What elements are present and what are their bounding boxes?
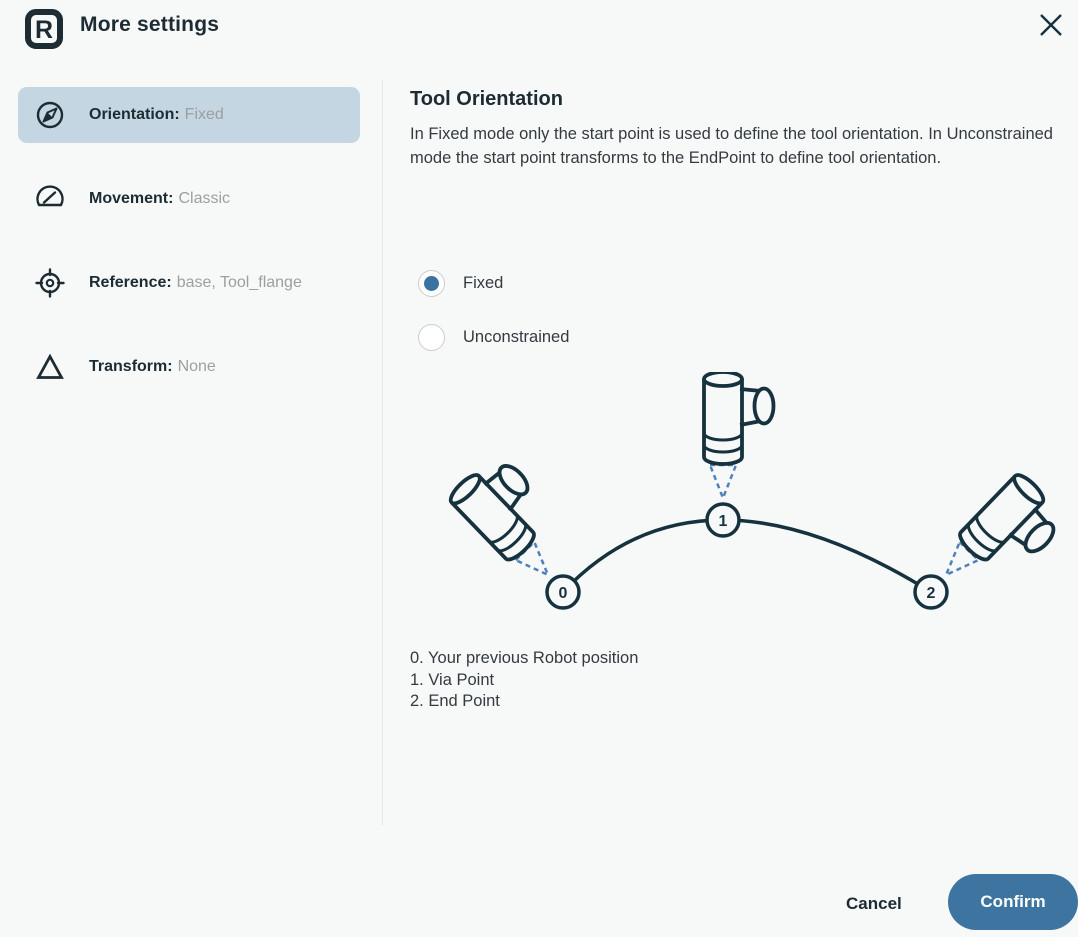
sidebar-item-value: Classic <box>178 190 231 207</box>
sidebar-item-label: Transform: <box>89 358 173 375</box>
motion-arc <box>563 520 931 592</box>
svg-text:2: 2 <box>926 585 936 602</box>
sidebar-item-value: None <box>177 358 216 375</box>
radio-fixed[interactable] <box>418 268 569 298</box>
close-icon <box>1036 28 1066 43</box>
sidebar-item-label: Orientation: <box>89 106 180 123</box>
sidebar-item-transform[interactable] <box>18 339 360 395</box>
waypoint-2 <box>915 576 947 608</box>
delta-icon <box>35 352 65 382</box>
sidebar-item-value: base, Tool_flange <box>176 274 302 291</box>
sidebar-item-label: Movement: <box>89 190 174 207</box>
sidebar-item-movement[interactable] <box>18 171 360 227</box>
content-description: In Fixed mode only the start point is used to define the tool orientation. In Unconstrained mode the start point transforms to the EndPoint to define tool orientation. <box>410 125 1053 167</box>
sidebar-item-reference[interactable] <box>18 255 360 311</box>
svg-text:0: 0 <box>558 585 568 602</box>
compass-icon <box>35 100 65 130</box>
gauge-icon <box>35 184 65 214</box>
radio-unconstrained[interactable] <box>418 322 569 352</box>
sidebar-item-orientation[interactable] <box>18 87 360 143</box>
radio-label: Fixed <box>463 273 504 292</box>
sidebar-item-value: Fixed <box>184 106 224 123</box>
tool-icon-start <box>447 449 585 588</box>
target-icon <box>35 268 65 298</box>
legend-line-1: 1. Via Point <box>410 670 495 689</box>
content-title: Tool Orientation <box>410 88 563 110</box>
radio-circle <box>418 270 445 297</box>
sidebar-item-label: Reference: <box>89 274 172 291</box>
sidebar-content-divider <box>382 80 383 825</box>
legend-line-0: 0. Your previous Robot position <box>410 649 639 667</box>
waypoint-1 <box>707 504 739 536</box>
page-title: More settings <box>80 13 220 36</box>
ur-logo-icon <box>24 8 64 50</box>
tool-icon-end <box>932 471 1070 610</box>
radio-label: Unconstrained <box>463 327 570 346</box>
tool-icon-via <box>704 372 774 498</box>
legend-line-2: 2. End Point <box>410 692 500 710</box>
waypoint-0 <box>547 576 579 608</box>
svg-text:R: R <box>34 16 54 44</box>
diagram-legend <box>410 648 638 713</box>
confirm-button[interactable]: Confirm <box>948 874 1078 930</box>
orientation-mode-radio-group <box>418 268 569 352</box>
settings-sidebar <box>18 87 360 423</box>
close-button[interactable] <box>1034 9 1068 43</box>
tool-orientation-diagram <box>440 372 1078 633</box>
svg-text:1: 1 <box>718 513 728 530</box>
cancel-button[interactable]: Cancel <box>832 886 916 922</box>
radio-circle <box>418 324 445 351</box>
